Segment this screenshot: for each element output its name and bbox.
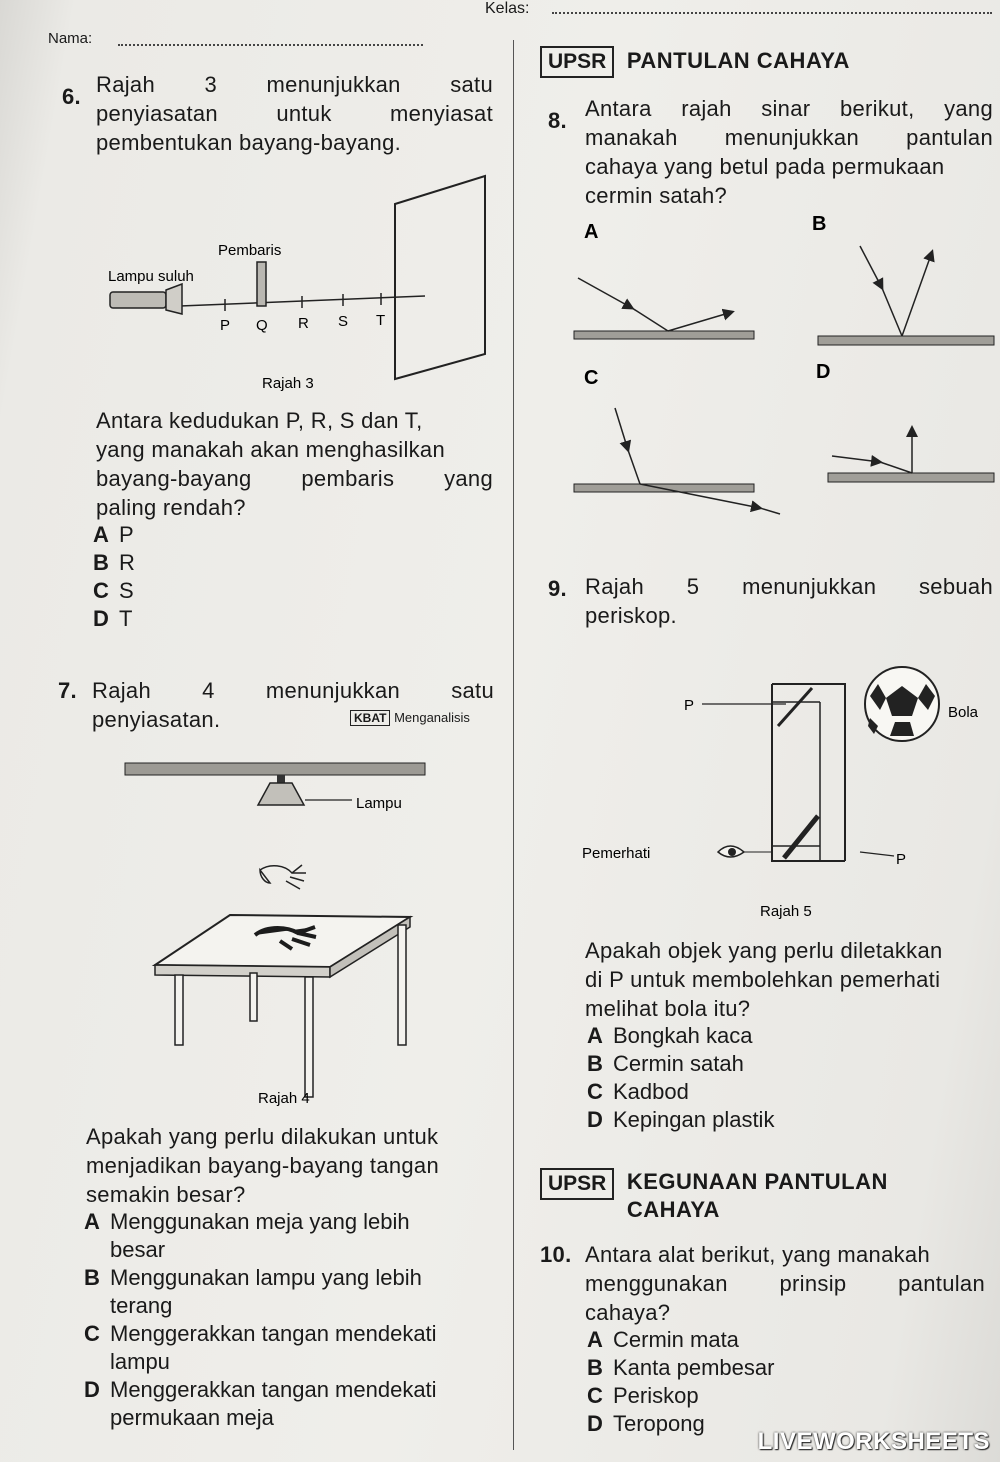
q6-question-line: bayang-bayang pembaris yang: [96, 466, 493, 491]
ruler-icon: [257, 262, 266, 306]
nama-label: Nama:: [48, 30, 93, 47]
q6-line: penyiasatan untuk menyiasat: [96, 101, 493, 126]
q9-line: periskop.: [585, 603, 677, 628]
q8-ray-diagrams: [560, 208, 1000, 528]
q7-option-b[interactable]: B Menggunakan lampu yang lebih terang: [84, 1265, 422, 1318]
q10-line: Antara alat berikut, yang manakah: [585, 1242, 930, 1267]
ceiling: [125, 763, 425, 775]
column-divider: [513, 40, 514, 1450]
q10-option-c[interactable]: C Periskop: [587, 1383, 699, 1408]
q9-line: Rajah 5 menunjukkan sebuah: [585, 574, 993, 599]
q7-question-line: menjadikan bayang-bayang tangan: [86, 1153, 440, 1178]
section-kegunaan-pantulan: [540, 1168, 888, 1224]
q8-number: 8.: [548, 108, 567, 133]
q7-question-line: semakin besar?: [86, 1182, 246, 1207]
q9-question: [585, 936, 995, 1023]
top-p-slot: [778, 688, 812, 726]
q9-question-line: Apakah objek yang perlu diletakkan: [585, 938, 943, 963]
q10-options: [587, 1326, 774, 1438]
diagram-c-label: C: [584, 367, 599, 389]
diagram-a-label: A: [584, 221, 599, 243]
q9-option-a[interactable]: A Bongkah kaca: [587, 1023, 753, 1048]
q7-option-c[interactable]: C Menggerakkan tangan mendekati lampu: [84, 1321, 437, 1374]
q9-stem: [585, 572, 993, 630]
rajah-5-caption: Rajah 5: [760, 903, 812, 920]
section-pantulan-cahaya: [540, 46, 850, 78]
q9-option-d[interactable]: D Kepingan plastik: [587, 1107, 775, 1132]
mirror-d: [828, 473, 994, 482]
screen: [395, 176, 485, 379]
q10-line: menggunakan prinsip pantulan: [585, 1271, 985, 1296]
kelas-field[interactable]: [552, 0, 992, 14]
diagram-b-label: B: [812, 213, 827, 235]
q7-number: 7.: [58, 678, 77, 703]
q7-option-d[interactable]: D Menggerakkan tangan mendekati permukaan meja: [84, 1377, 437, 1430]
q9-options: [587, 1022, 774, 1134]
kbat-tag: [350, 710, 470, 725]
kbat-badge: KBAT: [350, 710, 390, 726]
bottom-mirror: [784, 816, 818, 858]
q6-question-line: yang manakah akan menghasilkan: [96, 437, 446, 462]
q9-question-line: melihat bola itu?: [585, 996, 751, 1021]
q7-line: Rajah 4 menunjukkan satu: [92, 678, 494, 703]
q8-stem: [585, 94, 993, 210]
hand-icon: [260, 865, 306, 889]
q10-option-d[interactable]: D Teropong: [587, 1411, 705, 1436]
nama-field[interactable]: [118, 30, 423, 46]
kbat-level: Menganalisis: [394, 710, 470, 725]
ball-label: Bola: [948, 704, 979, 721]
q9-option-b[interactable]: B Cermin satah: [587, 1051, 744, 1076]
q6-options: [93, 521, 135, 633]
q6-line: Rajah 3 menunjukkan satu: [96, 72, 493, 97]
point-s: S: [338, 313, 349, 330]
torch-icon: [110, 292, 166, 308]
q8-line: cermin satah?: [585, 183, 728, 208]
q10-option-b[interactable]: B Kanta pembesar: [587, 1355, 775, 1380]
q6-question-line: Antara kedudukan P, R, S dan T,: [96, 408, 423, 433]
point-r: R: [298, 315, 309, 332]
point-t: T: [376, 312, 386, 329]
diagram-d-label: D: [816, 361, 831, 383]
mirror-c: [574, 484, 754, 492]
q10-line: cahaya?: [585, 1300, 671, 1325]
rajah-3-diagram: [100, 168, 510, 398]
rajah-5-diagram: [560, 656, 1000, 926]
q8-line: manakah menunjukkan pantulan: [585, 125, 993, 150]
rajah-4-diagram: [120, 755, 515, 1110]
q6-option-c[interactable]: C S: [93, 578, 134, 603]
soccer-ball-icon: [865, 667, 939, 741]
label-p-bottom: P: [896, 851, 907, 868]
q8-line: Antara rajah sinar berikut, yang: [585, 96, 993, 121]
point-q: Q: [256, 317, 268, 334]
q6-option-b[interactable]: B R: [93, 550, 135, 575]
observer-label: Pemerhati: [582, 845, 651, 862]
mirror-b: [818, 336, 994, 345]
q9-number: 9.: [548, 576, 567, 601]
ruler-label: Pembaris: [218, 242, 282, 259]
rajah-4-caption: Rajah 4: [258, 1090, 310, 1107]
liveworksheets-watermark: LIVEWORKSHEETS: [757, 1428, 990, 1455]
point-p: P: [220, 317, 231, 334]
rajah-3-caption: Rajah 3: [262, 375, 314, 392]
q10-option-a[interactable]: A Cermin mata: [587, 1327, 739, 1352]
q6-line: pembentukan bayang-bayang.: [96, 130, 402, 155]
q6-number: 6.: [62, 84, 81, 109]
section-title: KEGUNAAN PANTULAN CAHAYA: [626, 1169, 888, 1222]
q6-question-line: paling rendah?: [96, 495, 246, 520]
q8-line: cahaya yang betul pada permukaan: [585, 154, 945, 179]
q7-options: [84, 1208, 504, 1432]
upsr-badge: UPSR: [540, 46, 614, 78]
q10-stem: [585, 1240, 985, 1327]
q7-line: penyiasatan.: [92, 707, 221, 732]
lamp-label: Lampu: [356, 795, 402, 812]
q6-option-d[interactable]: D T: [93, 606, 133, 631]
section-title: PANTULAN CAHAYA: [626, 48, 850, 73]
q10-number: 10.: [540, 1242, 572, 1267]
q6-stem: [96, 70, 493, 157]
q7-question-line: Apakah yang perlu dilakukan untuk: [86, 1124, 439, 1149]
kelas-label: Kelas:: [485, 0, 530, 17]
upsr-badge: UPSR: [540, 1168, 614, 1200]
q7-option-a[interactable]: A Menggunakan meja yang lebih besar: [84, 1209, 410, 1262]
q6-question: [96, 406, 493, 522]
torch-head: [166, 284, 182, 314]
label-p-top: P: [684, 697, 695, 714]
q7-question: [86, 1122, 496, 1209]
torch-label: Lampu suluh: [108, 268, 194, 285]
lamp-icon: [258, 783, 304, 805]
q9-question-line: di P untuk membolehkan pemerhati: [585, 967, 941, 992]
q6-option-a[interactable]: A P: [93, 522, 134, 547]
q9-option-c[interactable]: C Kadbod: [587, 1079, 689, 1104]
q7-stem: [92, 676, 494, 734]
mirror-a: [574, 331, 754, 339]
